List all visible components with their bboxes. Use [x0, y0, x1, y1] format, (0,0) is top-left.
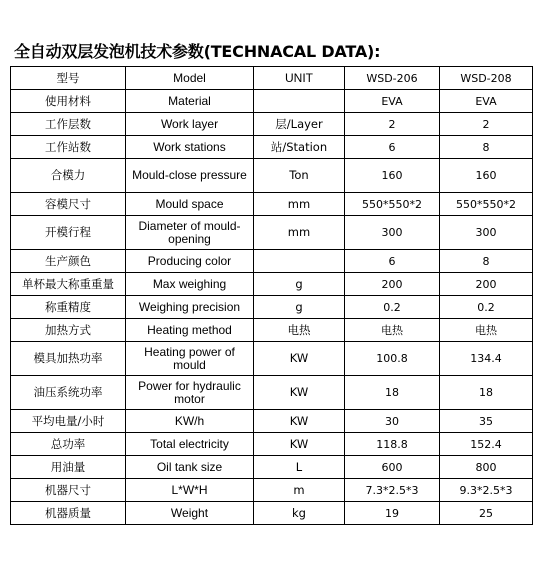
table-row	[11, 376, 533, 410]
cell-param-zh: 合模力	[11, 159, 126, 193]
cell-wsd-208: 134.4	[440, 342, 533, 376]
table-row	[11, 319, 533, 342]
cell-unit: KW	[254, 342, 345, 376]
cell-unit: kg	[254, 502, 345, 525]
cell-param-en: Total electricity	[126, 433, 254, 456]
cell-param-zh: 工作站数	[11, 136, 126, 159]
cell-wsd-206: 2	[345, 113, 440, 136]
cell-param-zh: 工作层数	[11, 113, 126, 136]
header-wsd-206: WSD-206	[345, 67, 440, 90]
cell-unit: Ton	[254, 159, 345, 193]
cell-param-zh: 机器质量	[11, 502, 126, 525]
cell-param-en: Mould space	[126, 193, 254, 216]
cell-unit: KW	[254, 410, 345, 433]
cell-param-zh: 使用材料	[11, 90, 126, 113]
cell-wsd-208: 0.2	[440, 296, 533, 319]
cell-wsd-208: 25	[440, 502, 533, 525]
cell-unit: 站/Station	[254, 136, 345, 159]
cell-wsd-208: 18	[440, 376, 533, 410]
table-row	[11, 296, 533, 319]
cell-param-en: Work stations	[126, 136, 254, 159]
cell-param-en: Max weighing	[126, 273, 254, 296]
cell-param-zh: 加热方式	[11, 319, 126, 342]
cell-wsd-206: 300	[345, 216, 440, 250]
cell-wsd-208: 2	[440, 113, 533, 136]
table-row	[11, 136, 533, 159]
cell-unit: L	[254, 456, 345, 479]
cell-wsd-206: 160	[345, 159, 440, 193]
table-row	[11, 502, 533, 525]
cell-wsd-206: 600	[345, 456, 440, 479]
cell-unit	[254, 90, 345, 113]
cell-wsd-208: 800	[440, 456, 533, 479]
cell-unit: KW	[254, 376, 345, 410]
cell-wsd-206: 19	[345, 502, 440, 525]
cell-unit: g	[254, 273, 345, 296]
cell-wsd-208: 35	[440, 410, 533, 433]
cell-param-en: Weight	[126, 502, 254, 525]
cell-wsd-206: 7.3*2.5*3	[345, 479, 440, 502]
cell-param-zh: 平均电量/小时	[11, 410, 126, 433]
cell-wsd-208: 200	[440, 273, 533, 296]
cell-wsd-208: 152.4	[440, 433, 533, 456]
cell-wsd-206: 电热	[345, 319, 440, 342]
cell-wsd-206: 30	[345, 410, 440, 433]
cell-unit: 层/Layer	[254, 113, 345, 136]
cell-wsd-208: 电热	[440, 319, 533, 342]
cell-wsd-206: 100.8	[345, 342, 440, 376]
table-row	[11, 456, 533, 479]
cell-param-zh: 总功率	[11, 433, 126, 456]
table-row	[11, 193, 533, 216]
cell-param-en: Heating power of mould	[126, 342, 254, 376]
cell-param-en: Oil tank size	[126, 456, 254, 479]
table-row	[11, 159, 533, 193]
table-row	[11, 410, 533, 433]
cell-unit: m	[254, 479, 345, 502]
header-unit: UNIT	[254, 67, 345, 90]
header-wsd-208: WSD-208	[440, 67, 533, 90]
table-row	[11, 250, 533, 273]
table-header-row	[11, 67, 533, 90]
cell-param-zh: 单杯最大称重重量	[11, 273, 126, 296]
cell-param-en: Weighing precision	[126, 296, 254, 319]
cell-param-zh: 油压系统功率	[11, 376, 126, 410]
cell-wsd-208: EVA	[440, 90, 533, 113]
cell-wsd-208: 300	[440, 216, 533, 250]
cell-wsd-206: 118.8	[345, 433, 440, 456]
cell-param-zh: 机器尺寸	[11, 479, 126, 502]
table-row	[11, 479, 533, 502]
table-row	[11, 90, 533, 113]
cell-unit: mm	[254, 216, 345, 250]
table-body	[11, 90, 533, 525]
cell-param-en: Diameter of mould-opening	[126, 216, 254, 250]
cell-wsd-206: 550*550*2	[345, 193, 440, 216]
cell-unit: KW	[254, 433, 345, 456]
table-row	[11, 113, 533, 136]
cell-param-en: Producing color	[126, 250, 254, 273]
cell-param-en: Mould-close pressure	[126, 159, 254, 193]
cell-wsd-208: 8	[440, 136, 533, 159]
cell-param-zh: 称重精度	[11, 296, 126, 319]
cell-wsd-206: 18	[345, 376, 440, 410]
cell-param-zh: 模具加热功率	[11, 342, 126, 376]
cell-param-en: Work layer	[126, 113, 254, 136]
cell-param-en: Material	[126, 90, 254, 113]
cell-unit: mm	[254, 193, 345, 216]
cell-wsd-208: 9.3*2.5*3	[440, 479, 533, 502]
cell-wsd-206: 6	[345, 136, 440, 159]
cell-unit	[254, 250, 345, 273]
cell-param-zh: 开模行程	[11, 216, 126, 250]
cell-param-en: KW/h	[126, 410, 254, 433]
cell-param-en: Heating method	[126, 319, 254, 342]
header-model-en: Model	[126, 67, 254, 90]
table-row	[11, 273, 533, 296]
cell-wsd-208: 8	[440, 250, 533, 273]
cell-wsd-206: 6	[345, 250, 440, 273]
table-row	[11, 433, 533, 456]
cell-param-zh: 生产颜色	[11, 250, 126, 273]
cell-unit: g	[254, 296, 345, 319]
technical-data-table	[10, 66, 533, 525]
table-row	[11, 216, 533, 250]
cell-param-en: Power for hydraulic motor	[126, 376, 254, 410]
cell-param-zh: 容模尺寸	[11, 193, 126, 216]
cell-wsd-206: EVA	[345, 90, 440, 113]
table-row	[11, 342, 533, 376]
cell-wsd-208: 550*550*2	[440, 193, 533, 216]
cell-param-en: L*W*H	[126, 479, 254, 502]
header-model-zh: 型号	[11, 67, 126, 90]
cell-wsd-206: 0.2	[345, 296, 440, 319]
cell-wsd-206: 200	[345, 273, 440, 296]
page-title: 全自动双层发泡机技术参数(TECHNACAL DATA):	[14, 42, 381, 61]
cell-param-zh: 用油量	[11, 456, 126, 479]
cell-unit: 电热	[254, 319, 345, 342]
cell-wsd-208: 160	[440, 159, 533, 193]
